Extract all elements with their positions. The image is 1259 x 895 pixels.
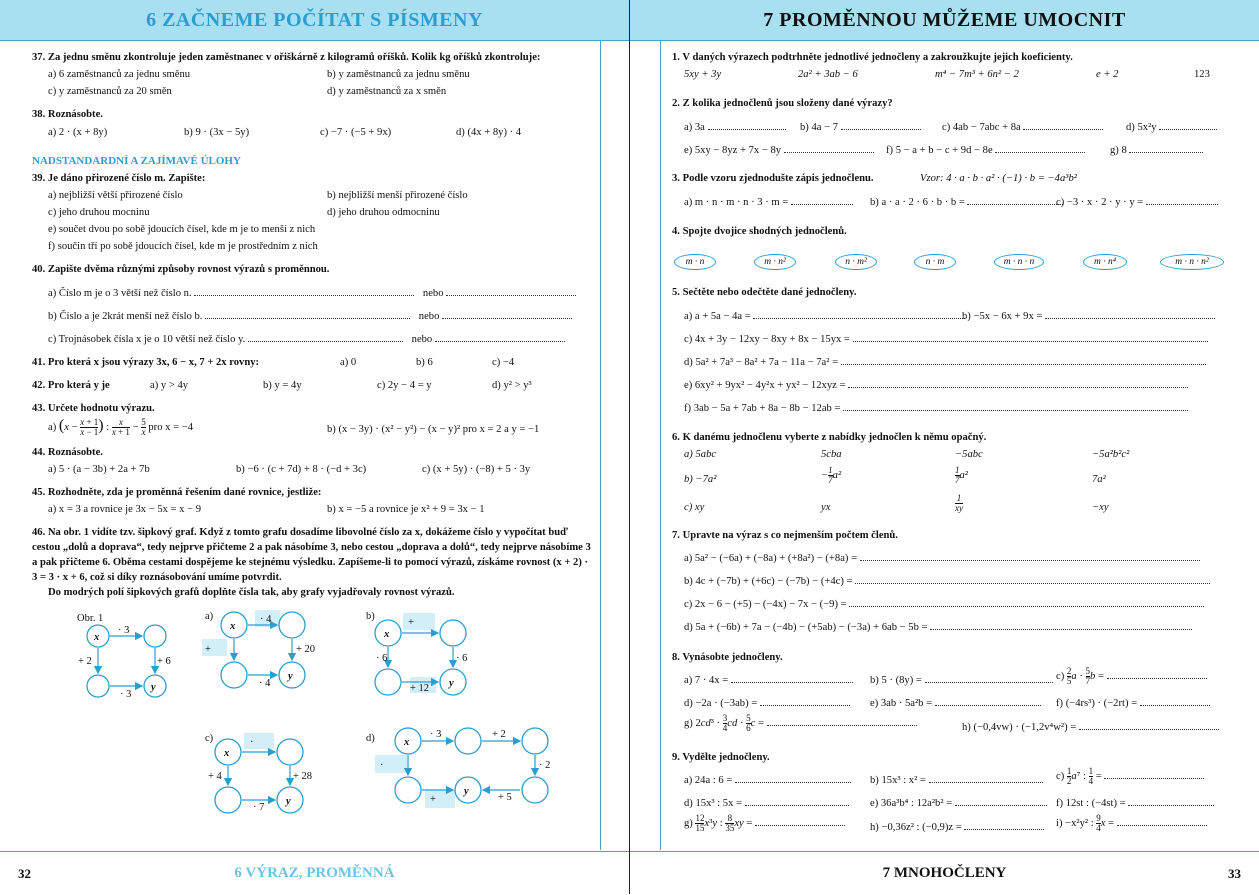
answer-line[interactable] <box>1117 816 1207 826</box>
answer-line[interactable] <box>205 309 410 319</box>
answer-line[interactable] <box>1129 143 1203 153</box>
answer-line[interactable] <box>841 120 921 130</box>
task-9a: a) 24a : 6 = <box>684 773 851 788</box>
task-3-example: Vzor: 4 · a · b · a² · (−1) · b = −4a³b² <box>920 173 1077 184</box>
fraction: $\frac{x + 1}{x - 1}$ <box>80 417 99 438</box>
task-5d: d) 5a² + 7a³ − 8a² + 7a − 11a − 7a² = <box>684 355 1206 370</box>
left-page <box>0 0 629 894</box>
fraction: $\frac{x}{x + 1}$ <box>111 417 130 438</box>
answer-line[interactable] <box>855 574 1210 584</box>
var-x: x <box>224 748 230 759</box>
task-41a: a) 0 <box>340 357 357 368</box>
answer-line[interactable] <box>767 716 917 726</box>
task-2a: a) 3a <box>684 120 786 135</box>
task-1-expr: e + 2 <box>1096 69 1119 80</box>
task-41b: b) 6 <box>416 357 433 368</box>
task-7b: b) 4c + (−7b) + (+6c) − (−7b) − (+4c) = <box>684 574 1210 589</box>
task-39f: f) součin tří po sobě jdoucích čísel, kde m je prostředním z nich <box>48 241 318 252</box>
task-9f: f) 12st : (−4st) = <box>1056 796 1214 811</box>
section-title: NADSTANDARDNÍ A ZAJÍMAVÉ ÚLOHY <box>32 155 241 167</box>
task-9g: g) $\frac{12}{15}$ x³y : $\frac{8}{35}$ xy = <box>684 814 845 833</box>
answer-line[interactable] <box>1128 796 1214 806</box>
task-45: 45. Rozhodněte, zda je proměnná řešením dané rovnice, jestliže: <box>32 487 322 498</box>
task-40a-row <box>48 286 598 301</box>
answer-line[interactable] <box>930 620 1192 630</box>
task-40: 40. Zapište dvěma různými způsoby rovnost výrazů s proměnnou. <box>32 264 330 275</box>
op-label: + <box>430 794 436 805</box>
op-label: · 2 <box>539 760 551 771</box>
var-y: y <box>449 678 454 689</box>
task-5e: e) 6xy² + 9yx² − 4y²x + yx² − 12xyz = <box>684 378 1188 393</box>
right-margin-line <box>660 40 661 850</box>
task-6-option: yx <box>821 502 831 513</box>
task-1-expr: m⁴ − 7m³ + 6n² − 2 <box>935 69 1019 80</box>
op-label: + <box>408 617 414 628</box>
answer-line[interactable] <box>760 696 850 706</box>
task-8h: h) (−0,4vw) · (−1,2v⁴w²) = <box>962 720 1219 735</box>
monomial-oval[interactable]: n · m² <box>835 254 877 270</box>
answer-line[interactable] <box>925 673 1053 683</box>
task-42d: d) y² > y³ <box>492 380 532 391</box>
answer-line[interactable] <box>935 696 1041 706</box>
task-5: 5. Sečtěte nebo odečtěte dané jednočleny. <box>672 287 857 298</box>
task-43b: b) (x − 3y) · (x² − y²) − (x − y)² pro x = 2 a y = −1 <box>327 424 540 435</box>
task-2g: g) 8 <box>1110 143 1203 158</box>
task-7d: d) 5a + (−6b) + 7a − (−4b) − (+5ab) − (−3a) + 6ab − 5b = <box>684 620 1192 635</box>
task-5f: f) 3ab − 5a + 7ab + 8a − 8b − 12ab = <box>684 401 1188 416</box>
var-x: x <box>404 737 410 748</box>
answer-line[interactable] <box>860 551 1200 561</box>
task-6-option: −5abc <box>955 449 983 460</box>
answer-line[interactable] <box>446 286 576 296</box>
var-x: x <box>384 629 390 640</box>
task-37b: b) y zaměstnanců za jednu směnu <box>327 69 470 80</box>
task-38b: b) 9 · (3x − 5y) <box>184 127 250 138</box>
op-label: · 6 <box>376 653 388 664</box>
task-45b: b) x = −5 a rovnice je x² + 9 = 3x − 1 <box>327 504 485 515</box>
answer-line[interactable] <box>841 355 1206 365</box>
task-6-option: −5a²b²c² <box>1092 449 1130 460</box>
paren: ( <box>58 417 65 434</box>
answer-line[interactable] <box>784 143 874 153</box>
task-7: 7. Upravte na výraz s co nejmenším počtem členů. <box>672 530 898 541</box>
op-label: + 5 <box>498 792 512 803</box>
task-42c: c) 2y − 4 = y <box>377 380 432 391</box>
answer-line[interactable] <box>731 673 853 683</box>
task-9e: e) 36a³b⁴ : 12a²b² = <box>870 796 1047 811</box>
task-6-option: 5cba <box>821 449 842 460</box>
answer-line[interactable] <box>967 195 1063 205</box>
task-37c: c) y zaměstnanců za 20 směn <box>48 86 172 97</box>
task-3a: a) m · n · m · n · 3 · m = <box>684 195 853 210</box>
graph-label: b) <box>366 611 375 622</box>
answer-line[interactable] <box>1107 669 1207 679</box>
var-y: y <box>464 786 469 797</box>
task-6-option: a) 5abc <box>684 449 717 460</box>
answer-line[interactable] <box>995 143 1085 153</box>
op-label: + 6 <box>157 656 171 667</box>
op-label: · 4 <box>260 614 272 625</box>
graph-label: d) <box>366 733 375 744</box>
task-9b: b) 15x³ : x² = <box>870 773 1043 788</box>
answer-line[interactable] <box>755 816 845 826</box>
answer-line[interactable] <box>1023 120 1103 130</box>
right-page <box>630 0 1259 894</box>
task-6-option: $\frac{1}{7}$ a² <box>955 465 968 485</box>
op-label: + 4 <box>208 771 222 782</box>
task-43: 43. Určete hodnotu výrazu. <box>32 403 155 414</box>
var-y: y <box>288 671 293 682</box>
left-page-footer <box>0 851 629 895</box>
right-page-header: 7 PROMĚNNOU MŮŽEME UMOCNIT <box>630 0 1259 41</box>
task-43a: a) (x − $\frac{x + 1}{x - 1}$ ) : $\frac{x}{x + 1}$ − $\frac{5}{x}$ pro x = −4 <box>48 417 193 438</box>
task-44c: c) (x + 5y) · (−8) + 5 · 3y <box>422 464 531 475</box>
op-label: · 3 <box>430 729 442 740</box>
answer-line[interactable] <box>194 286 414 296</box>
task-40c: c) Trojnásobek čísla x je o 10 větší než číslo y. <box>48 334 246 345</box>
op-label: + 12 <box>410 683 430 694</box>
task-41: 41. Pro která x jsou výrazy 3x, 6 − x, 7 + 2x rovny: <box>32 357 260 368</box>
footer-title: 6 VÝRAZ, PROMĚNNÁ <box>234 865 395 881</box>
op-label: · <box>380 760 384 771</box>
graph-label: c) <box>205 733 214 744</box>
answer-line[interactable] <box>1159 120 1217 130</box>
page-number: 33 <box>1228 865 1241 881</box>
task-1-expr: 123 <box>1194 69 1210 80</box>
task-6-option: −xy <box>1092 502 1109 513</box>
answer-line[interactable] <box>1140 696 1210 706</box>
answer-line[interactable] <box>708 120 786 130</box>
monomial-oval[interactable]: m · n² <box>754 254 796 270</box>
task-2b: b) 4a − 7 <box>800 120 921 135</box>
answer-line[interactable] <box>791 195 853 205</box>
op-label: + <box>205 644 211 655</box>
task-6-option: − $\frac{1}{7}$ a² <box>821 465 842 485</box>
answer-line[interactable] <box>1146 195 1218 205</box>
or-label: nebo <box>411 334 433 345</box>
task-38: 38. Roznásobte. <box>32 109 103 120</box>
task-5b: b) −5x − 6x + 9x = <box>962 309 1215 324</box>
task-2c: c) 4ab − 7abc + 8a <box>942 120 1103 135</box>
task-39b: b) nejbližší menší přirozené číslo <box>327 190 468 201</box>
var-x: x <box>230 621 236 632</box>
task-4: 4. Spojte dvojice shodných jednočlenů. <box>672 226 847 237</box>
task-6-option: $\frac{1}{xy}$ <box>955 493 963 513</box>
task-8: 8. Vynásobte jednočleny. <box>672 652 783 663</box>
answer-line[interactable] <box>853 332 1208 342</box>
task-44a: a) 5 · (a − 3b) + 2a + 7b <box>48 464 150 475</box>
task-8f: f) (−4rs³) · (−2rt) = <box>1056 696 1210 711</box>
task-6: 6. K danému jednočlenu vyberte z nabídky jednočlen k němu opačný. <box>672 432 987 443</box>
op-label: + 2 <box>492 729 506 740</box>
arrow-graphs <box>60 605 580 830</box>
task-7a: a) 5a² − (−6a) + (−8a) + (+8a²) − (+8a) = <box>684 551 1200 566</box>
fraction: $\frac{5}{x}$ <box>141 417 146 438</box>
var-y: y <box>151 682 156 693</box>
task-6-option: 7a² <box>1092 474 1106 485</box>
task-45a: a) x = 3 a rovnice je 3x − 5x = x − 9 <box>48 504 202 515</box>
task-8c: c) $\frac{2}{5}$ a · $\frac{5}{7}$ b = <box>1056 667 1207 686</box>
answer-line[interactable] <box>929 773 1043 783</box>
answer-line[interactable] <box>848 378 1188 388</box>
task-42b: b) y = 4y <box>263 380 302 391</box>
task-39e: e) součet dvou po sobě jdoucích čísel, kde m je to menší z nich <box>48 224 316 235</box>
task-9i: i) −x²y² : $\frac{9}{4}$ x = <box>1056 814 1207 833</box>
task-2d: d) 5x²y <box>1126 120 1217 135</box>
task-2f: f) 5 − a + b − c + 9d − 8e <box>886 143 1085 158</box>
task-3: 3. Podle vzoru zjednodušte zápis jednočlenu. <box>672 173 874 184</box>
answer-line[interactable] <box>435 332 565 342</box>
op-label: · 6 <box>456 653 468 664</box>
task-43a-label: a) <box>48 422 57 433</box>
task-41c: c) −4 <box>492 357 515 368</box>
figure-label: Obr. 1 <box>77 613 104 624</box>
task-38a: a) 2 · (x + 8y) <box>48 127 108 138</box>
op-label: + 2 <box>78 656 92 667</box>
task-7c: c) 2x − 6 − (+5) − (−4x) − 7x − (−9) = <box>684 597 1204 612</box>
var-y: y <box>286 796 291 807</box>
task-8b: b) 5 · (8y) = <box>870 673 1053 688</box>
var-x: x <box>94 632 100 643</box>
task-1-expr: 2a² + 3ab − 6 <box>798 69 858 80</box>
footer-title: 7 MNOHOČLENY <box>882 865 1007 881</box>
left-page-header: 6 ZAČNEME POČÍTAT S PÍSMENY <box>0 0 629 41</box>
task-37d: d) y zaměstnanců za x směn <box>327 86 447 97</box>
task-46: 46. Na obr. 1 vidíte tzv. šipkový graf. Když z tomto grafu dosadíme libovolné číslo za x, dokážeme číslo y vypočítat buď cestou „dolů a doprava“, tedy nejprve přičteme 2 a pak násobíme 3, nebo cestou „doprava a dolů“, tedy nejprve násobíme 3 a pak přičteme 6. Oběma cestami dospějeme ke stejnému výsledku. Zapíšeme-li to pomocí výrazů, získáme rovnost (x + 2) · 3 = 3 · x + 6, což si díky roznásobování umíme potvrdit. <box>32 527 591 583</box>
task-39a: a) nejbližší větší přirozené číslo <box>48 190 183 201</box>
op-label: · <box>250 737 254 748</box>
monomial-oval[interactable]: n · m <box>914 254 956 270</box>
task-42: 42. Pro která y je <box>32 380 110 391</box>
answer-box[interactable] <box>244 733 274 749</box>
task-38d: d) (4x + 8y) · 4 <box>456 127 522 138</box>
task-1: 1. V daných výrazech podtrhněte jednotlivé jednočleny a zakroužkujte jejich koeficienty. <box>672 52 1073 63</box>
task-6-option: b) −7a² <box>684 474 717 485</box>
op-label: + 20 <box>296 644 316 655</box>
task-9c: c) $\frac{1}{2}$ a⁷ : $\frac{1}{4}$ = <box>1056 767 1204 786</box>
answer-line[interactable] <box>735 773 851 783</box>
answer-line[interactable] <box>955 796 1047 806</box>
task-39c: c) jeho druhou mocninu <box>48 207 150 218</box>
task-8d: d) −2a · (−3ab) = <box>684 696 850 711</box>
answer-line[interactable] <box>849 597 1204 607</box>
op-label: · 4 <box>259 678 271 689</box>
task-3b: b) a · a · 2 · 6 · b · b = <box>870 195 1063 210</box>
answer-line[interactable] <box>753 309 965 319</box>
op-label: + 28 <box>293 771 313 782</box>
task-9: 9. Vydělte jednočleny. <box>672 752 770 763</box>
task-5a: a) a + 5a − 4a = <box>684 309 965 324</box>
task-9h: h) −0,36z² : (−0,9)z = <box>870 820 1044 835</box>
page-number: 32 <box>18 865 31 881</box>
op-label: · 3 <box>118 625 130 636</box>
task-40b: b) Číslo a je 2krát menší než číslo b. <box>48 311 203 322</box>
graph-label: a) <box>205 611 214 622</box>
answer-line[interactable] <box>1104 769 1204 779</box>
answer-line[interactable] <box>442 309 572 319</box>
task-6-option: c) xy <box>684 502 705 513</box>
monomial-oval[interactable]: m · n · n² <box>1160 254 1224 270</box>
monomial-oval[interactable]: m · n · n <box>994 254 1044 270</box>
answer-line[interactable] <box>964 820 1044 830</box>
task-2: 2. Z kolika jednočlenů jsou složeny dané výrazy? <box>672 98 893 109</box>
answer-line[interactable] <box>1079 720 1219 730</box>
monomial-oval[interactable]: m · n⁴ <box>1083 254 1127 270</box>
task-8a: a) 7 · 4x = <box>684 673 853 688</box>
or-label: nebo <box>418 311 440 322</box>
op-label: · 7 <box>253 802 265 813</box>
answer-line[interactable] <box>1045 309 1215 319</box>
left-margin-line <box>600 40 601 850</box>
or-label: nebo <box>422 288 444 299</box>
right-page-footer <box>630 851 1259 895</box>
answer-line[interactable] <box>843 401 1188 411</box>
task-37: 37. Za jednu směnu zkontroluje jeden zaměstnanec v ořiškárně z kilogramů oříšků. Kolik kg oříšků zkontroluje: <box>32 52 541 63</box>
task-5c: c) 4x + 3y − 12xy − 8xy + 8x − 15yx = <box>684 332 1208 347</box>
task-40b-row <box>48 309 598 324</box>
task-40a: a) Číslo m je o 3 větší než číslo n. <box>48 288 192 299</box>
task-44b: b) −6 · (c + 7d) + 8 · (−d + 3c) <box>236 464 367 475</box>
task-43a-condition: pro x = −4 <box>148 422 193 433</box>
right-content <box>672 44 1242 850</box>
task-38c: c) −7 · (−5 + 9x) <box>320 127 392 138</box>
task-3c: c) −3 · x · 2 · y · y = <box>1056 195 1218 210</box>
task-42a: a) y > 4y <box>150 380 189 391</box>
task-8e: e) 3ab · 5a²b = <box>870 696 1041 711</box>
task-39d: d) jeho druhou odmocninu <box>327 207 440 218</box>
task-9d: d) 15x³ : 5x = <box>684 796 849 811</box>
op-label: · 3 <box>120 689 132 700</box>
answer-line[interactable] <box>745 796 849 806</box>
task-39: 39. Je dáno přirozené číslo m. Zapište: <box>32 173 206 184</box>
task-40c-row <box>48 332 598 347</box>
monomial-oval[interactable]: m · n <box>674 254 716 270</box>
task-44: 44. Roznásobte. <box>32 447 103 458</box>
answer-line[interactable] <box>248 332 403 342</box>
task-1-expr: 5xy + 3y <box>684 69 722 80</box>
task-46-instruction: Do modrých polí šipkových grafů doplňte čísla tak, aby grafy vyjadřovaly rovnost výrazů. <box>48 587 455 598</box>
task-2e: e) 5xy − 8yz + 7x − 8y <box>684 143 874 158</box>
task-37a: a) 6 zaměstnanců za jednu směnu <box>48 69 191 80</box>
task-8g: g) 2cd³ · $\frac{3}{4}$ cd · $\frac{5}{6}$ c = <box>684 714 917 733</box>
